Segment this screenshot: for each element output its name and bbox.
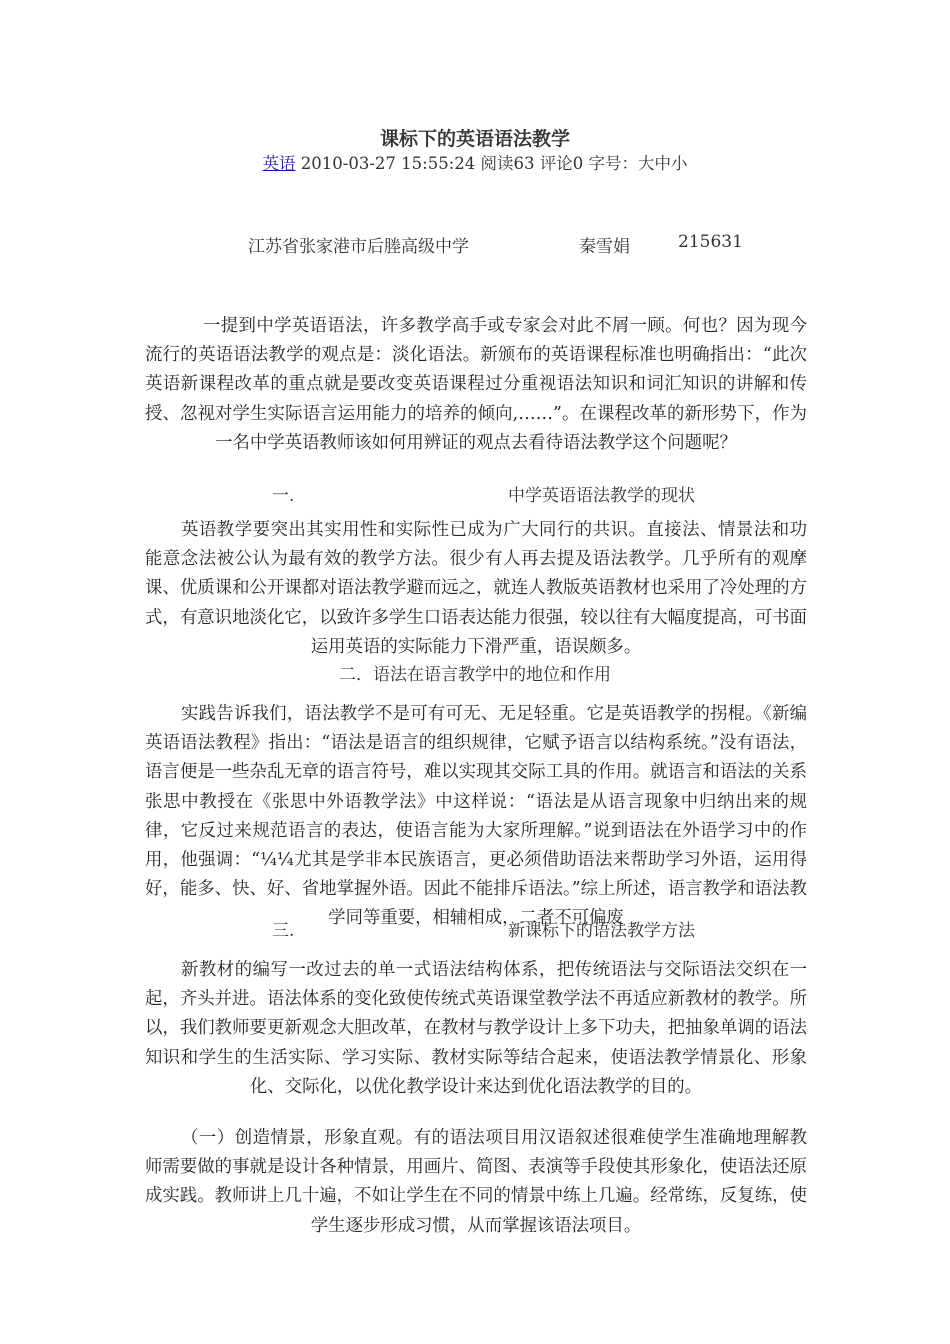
intro-paragraph: 一提到中学英语语法，许多教学高手或专家会对此不屑一顾。何也？因为现今流行的英语语法教学的观点是：淡化语法。新颁布的英语课程标准也明确指出：“此次英语新课程改革的重点就是要改变英语课程过分重视语法知识和词汇知识的讲解和传授、忽视对学生实际语言运用能力的培养的倾向,……”。在课程改革的新形势下，作为一名中学英语教师该如何用辨证的观点去看待语法教学这个问题呢？	[145, 316, 807, 453]
section3-number: 三.	[272, 921, 295, 941]
article-title: 课标下的英语语法教学	[379, 128, 570, 150]
section1-paragraph: 英语教学要突出其实用性和实际性已成为广大同行的共识。直接法、情景法和功能意念法被公认为最有效的教学方法。很少有人再去提及语法教学。几乎所有的观摩课、优质课和公开课都对语法教学避而远之，就连人教版英语教材也采用了冷处理的方式，有意识地淡化它，以致许多学生口语表达能力很强，较以往有大幅度提高，可书面运用英语的实际能力下滑严重，语误颇多。	[145, 520, 807, 657]
article-meta	[0, 150, 950, 174]
author-name: 秦雪娟	[579, 237, 630, 257]
section1-title: 中学英语语法教学的现状	[508, 486, 695, 506]
section2-paragraph: 实践告诉我们，语法教学不是可有可无、无足轻重。它是英语教学的拐棍。《新编英语语法教程》指出：“语法是语言的组织规律，它赋予语言以结构系统。”没有语法，语言便是一些杂乱无章的语言符号，难以实现其交际工具的作用。就语言和语法的关系张思中教授在《张思中外语教学法》中这样说：“语法是从语言现象中归纳出来的规律，它反过来规范语言的表达，使语言能为大家所理解。”说到语法在外语学习中的作用，他强调：“¼¼尤其是学非本民族语言，更必须借助语法来帮助学习外语，运用得好，能多、快、好、省地掌握外语。因此不能排斥语法。”综上所述，语言教学和语法教学同等重要，相辅相成，二者不可偏废	[145, 704, 807, 929]
author-postcode: 215631	[678, 232, 743, 252]
section3-title: 新课标下的语法教学方法	[508, 921, 695, 941]
section3-point1: （一）创造情景，形象直观。有的语法项目用汉语叙述很难使学生准确地理解教师需要做的事就是设计各种情景，用画片、简图、表演等手段使其形象化，使语法还原成实践。教师讲上几十遍，不如让学生在不同的情景中练上几遍。经常练，反复练，使学生逐步形成习惯，从而掌握该语法项目。	[145, 1128, 807, 1236]
section3-paragraph: 新教材的编写一改过去的单一式语法结构体系，把传统语法与交际语法交织在一起，齐头并进。语法体系的变化致使传统式英语课堂教学法不再适应新教材的教学。所以，我们教师要更新观念大胆改革，在教材与教学设计上多下功夫，把抽象单调的语法知识和学生的生活实际、学习实际、教材实际等结合起来，使语法教学情景化、形象化、交际化，以优化教学设计来达到优化语法教学的目的。	[145, 960, 807, 1097]
section1-number: 一.	[272, 486, 295, 506]
category-link[interactable]: 英语	[262, 154, 296, 173]
section2-heading: 二．语法在语言教学中的地位和作用	[339, 665, 611, 685]
meta-info: 2010-03-27 15:55:24 阅读63 评论0 字号：大中小	[295, 154, 688, 173]
author-school: 江苏省张家港市后塍高级中学	[248, 237, 469, 257]
